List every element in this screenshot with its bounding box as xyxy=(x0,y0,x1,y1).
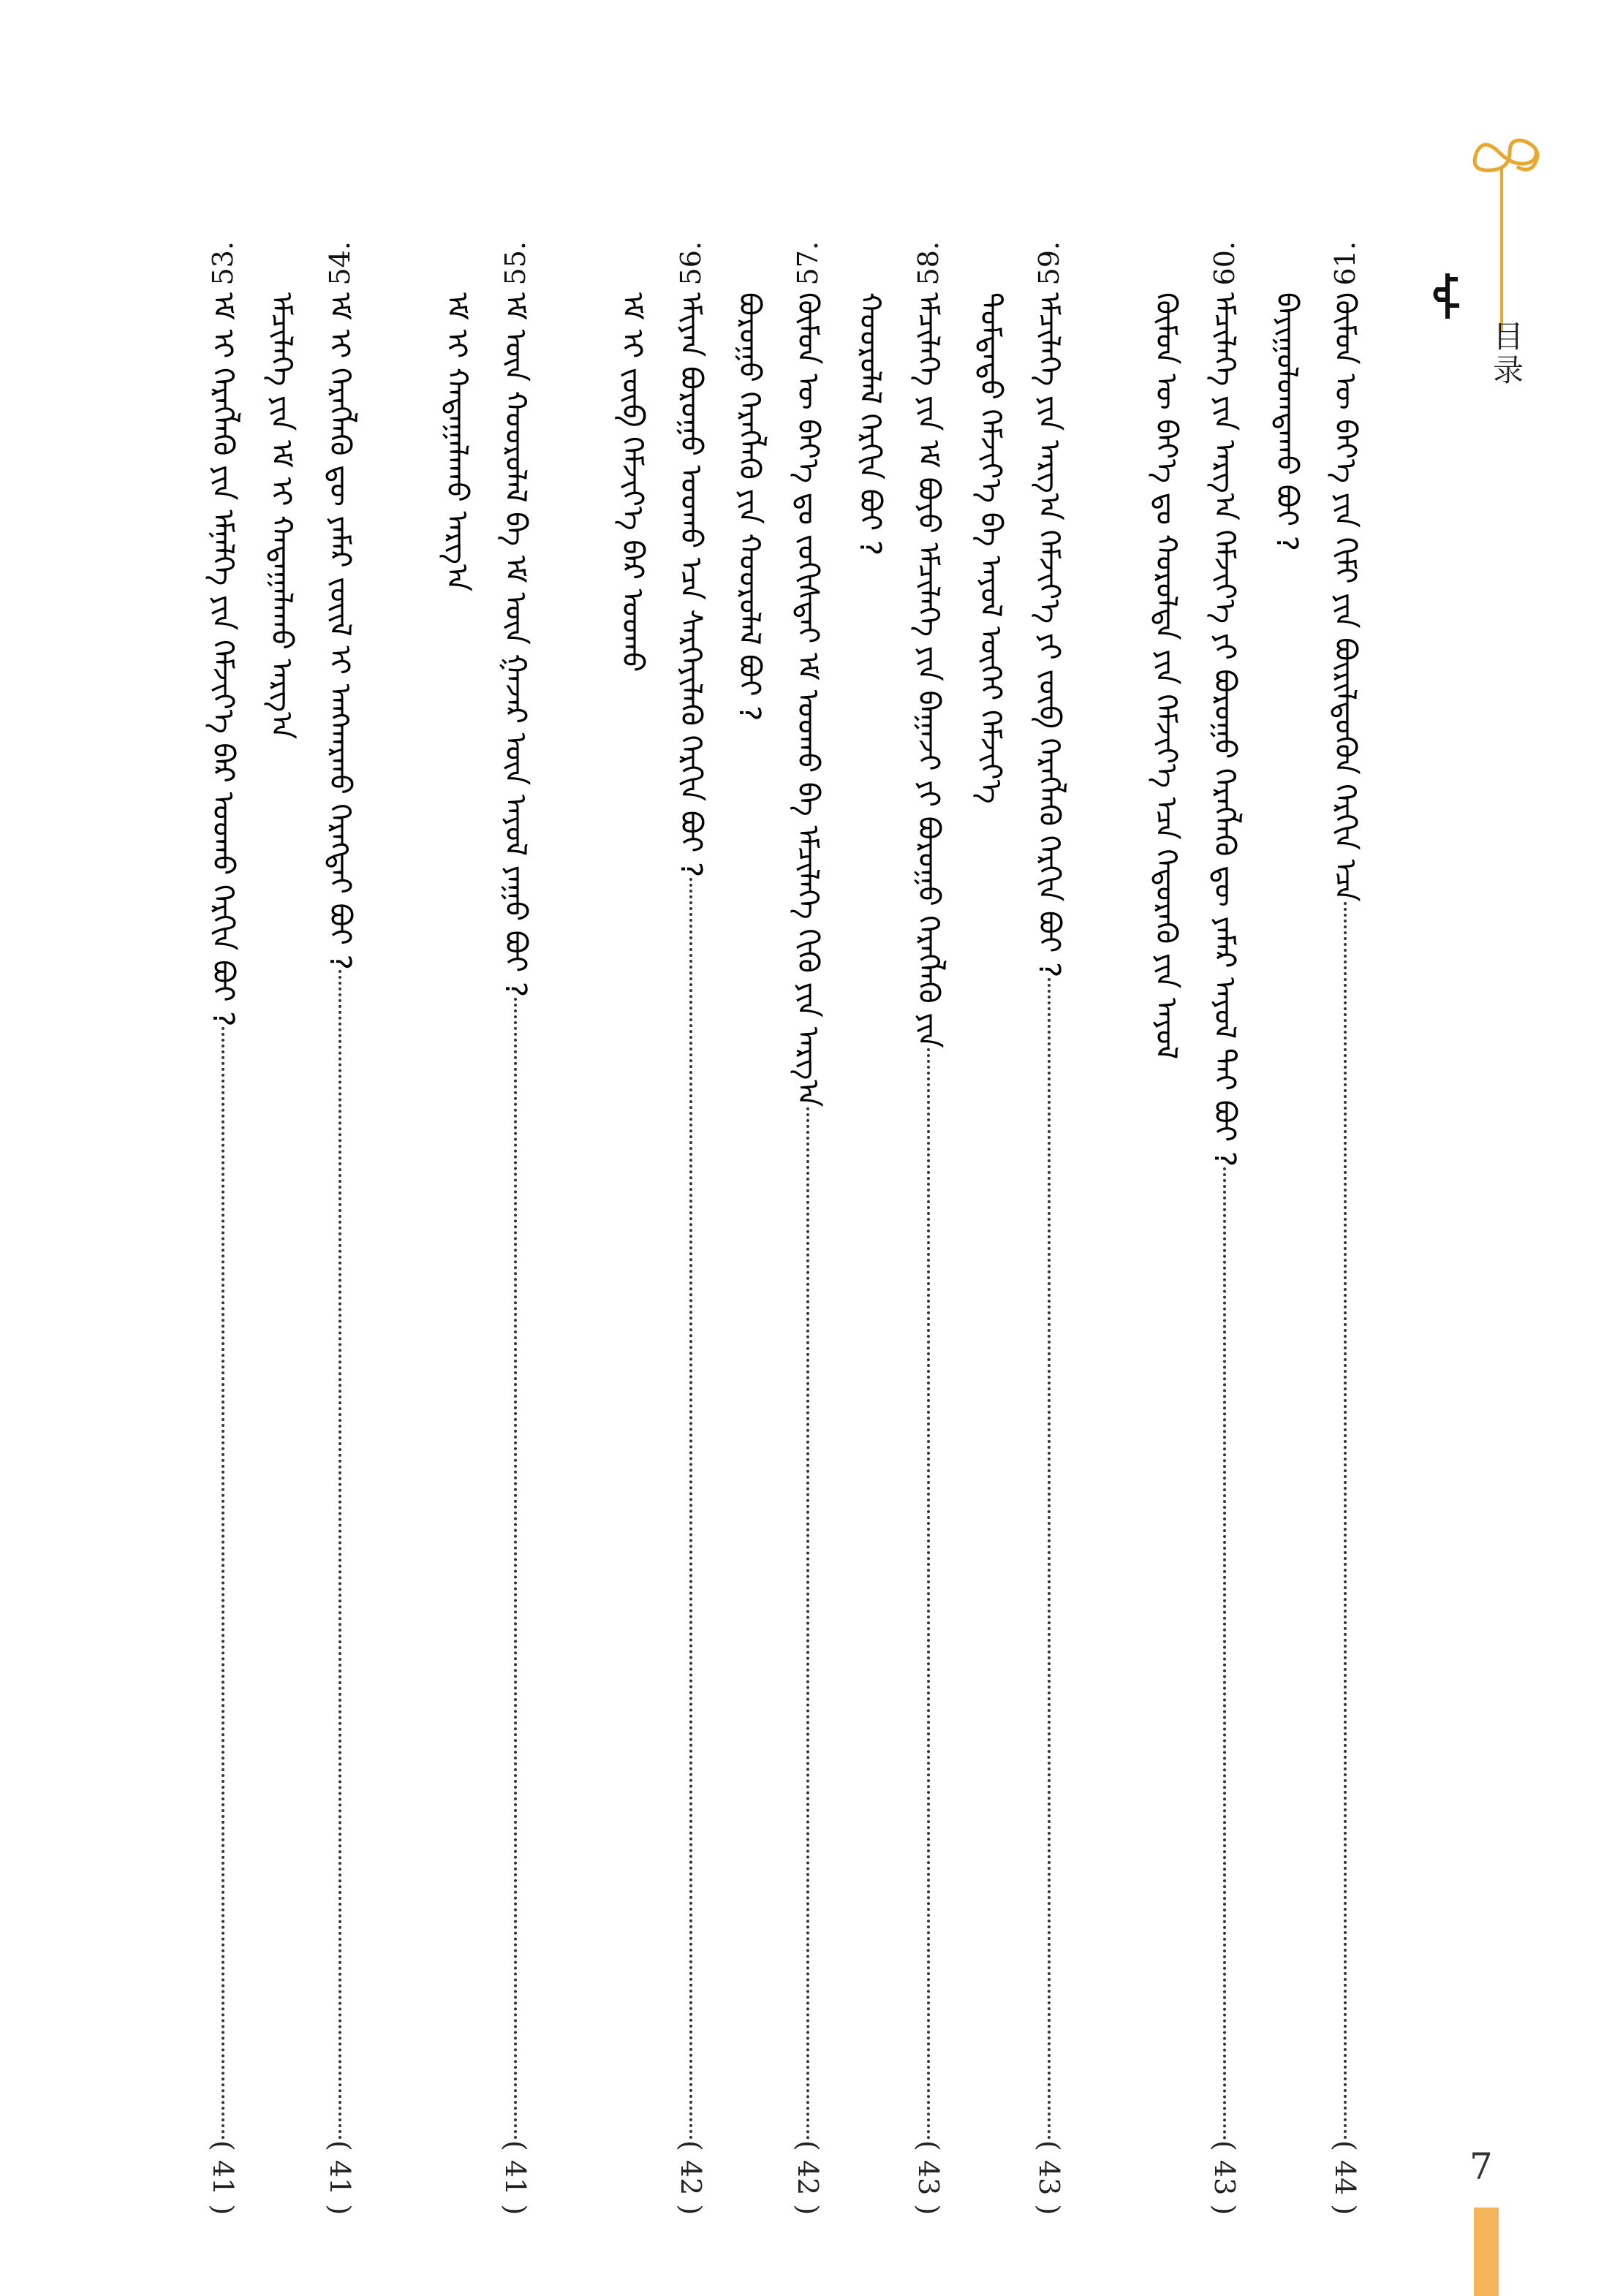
toc-entry-number: 55. xyxy=(499,241,531,286)
toc-entry-title: ᠬᠦᠮᠦᠨ ᠦ ᠪᠡᠶ᠎ᠡ ᠳᠤ ᠵᠣᠬᠢᠰᠲᠠᠢ ᠡᠮ ᠤᠤᠬᠤ ᠪᠠ ᠡᠮᠴᠢᠯᠡᠭᠡ ᠬᠢᠬᠦ ᠶᠢᠨ ᠠᠷᠭ᠎ᠠ xyxy=(791,292,825,1107)
page-number: 7 xyxy=(1469,2145,1493,2188)
toc-dot-leader xyxy=(1344,902,1347,2140)
toc-entry-title-line2: ᠡᠮ ᠢ ᠬᠠᠳᠠᠭᠠᠯᠠᠬᠤ ᠠᠷᠭ᠎ᠠ xyxy=(440,292,474,592)
toc-entry[interactable] xyxy=(493,241,537,2215)
toc-entry-title-line2: ᠪᠠᠶᠢᠭᠤᠯᠤᠭᠳᠠᠬᠤ ᠪᠤᠢ ? xyxy=(1270,292,1304,552)
toc-entry-number: 54. xyxy=(324,241,356,286)
toc-entry-title: ᠬᠦᠮᠦᠨ ᠦ ᠪᠡᠶ᠎ᠡ ᠶᠢᠨ ᠬᠢᠮᠢ ᠶᠢᠨ ᠪᠦᠷᠢᠯᠳᠦᠬᠦᠨ ᠬᠡᠷᠬᠢᠨ ᠡᠴᠡ xyxy=(1328,292,1362,902)
toc-entry-title: ᠡᠮ ᠢ ᠬᠡᠷᠡᠭᠯᠡᠬᠦ ᠳᠦ ᠶᠠᠮᠠᠷ ᠵᠦᠢᠯ ᠢ ᠠᠩᠬᠠᠷᠬᠤ ᠬᠡᠷᠡᠭᠲᠡᠢ ᠪᠤᠢ ? xyxy=(323,292,357,971)
toc-entry-title: ᠡᠮ ᠢ ᠬᠡᠷᠡᠭᠯᠡᠬᠦ ᠶᠢᠨ ᠡᠮᠨᠡᠯᠭᠡ ᠶᠢᠨ ᠬᠡᠮᠵᠢᠶ᠎ᠡ ᠪᠡᠷ ᠤᠤᠬᠤ ᠬᠡᠷᠬᠢᠨ ᠪᠤᠢ ? xyxy=(206,292,240,1027)
toc-entry-continuation xyxy=(1265,292,1309,1901)
toc-page-ref: ( 43 ) xyxy=(912,2140,945,2215)
toc-entry-number: 56. xyxy=(675,241,707,286)
toc-entry[interactable] xyxy=(318,241,362,2215)
toc-entry-number: 59. xyxy=(1033,241,1065,286)
toc-entry-continuation xyxy=(969,292,1013,1901)
toc-entry-title-line2: ᠬᠣᠣᠷᠤᠯᠠᠯ ᠬᠡᠷᠬᠢᠨ ᠪᠤᠢ ? xyxy=(853,292,887,556)
toc-entry-continuation xyxy=(1144,292,1188,1901)
toc-entry-continuation xyxy=(260,292,303,1901)
toc-entry-continuation xyxy=(848,292,892,1901)
toc-entry-number: 57. xyxy=(792,241,824,286)
page-tab-accent xyxy=(1474,2208,1499,2296)
toc-page-ref: ( 41 ) xyxy=(324,2140,356,2215)
toc-dot-leader xyxy=(927,1048,930,2140)
toc-page-ref: ( 43 ) xyxy=(1208,2140,1241,2215)
toc-dot-leader xyxy=(338,970,341,2140)
toc-entry-continuation xyxy=(727,292,771,1901)
toc-entry-title-line2: ᠪᠤᠷᠤᠭᠤ ᠬᠡᠷᠡᠭᠯᠡᠬᠦ ᠶᠢᠨ ᠬᠣᠣᠷᠤᠯᠠᠯ ᠪᠤᠢ ? xyxy=(733,292,766,721)
toc-entry-number: 58. xyxy=(912,241,945,286)
toc-dot-leader xyxy=(1223,1167,1226,2140)
toc-entry-title-line2: ᠡᠮᠴᠢᠯᠡᠭᠡ ᠶᠢᠨ ᠡᠮ ᠢ ᠬᠠᠳᠠᠭᠠᠯᠠᠬᠤ ᠠᠷᠭ᠎ᠠ xyxy=(265,292,298,740)
toc-entry[interactable] xyxy=(907,241,950,2215)
toc-dot-leader xyxy=(1048,978,1051,2140)
toc-dot-leader xyxy=(806,1107,809,2140)
toc-entry-continuation xyxy=(610,292,654,1901)
toc-entry-title: ᠡᠮᠴᠢᠯᠡᠭᠡ ᠶᠢᠨ ᠡᠮ ᠪᠤᠶᠤ ᠡᠮᠴᠢᠯᠡᠭᠡ ᠶᠢᠨ ᠪᠠᠭᠠᠵᠢ ᠶᠢ ᠪᠤᠷᠤᠭᠤ ᠬᠡᠷᠡᠭᠯᠡᠬᠦ ᠶᠢᠨ xyxy=(912,292,945,1049)
toc-entry[interactable] xyxy=(669,241,713,2215)
toc-entry-number: 60. xyxy=(1208,241,1241,286)
page-title: 目录 xyxy=(1488,320,1524,387)
toc-entry-title: ᠡᠮᠴᠢᠯᠡᠭᠡ ᠶᠢᠨ ᠠᠷᠭ᠎ᠠ ᠬᠡᠮᠵᠢᠶ᠎ᠡ ᠶᠢ ᠵᠥᠪ ᠬᠡᠷᠡᠭᠯᠡᠬᠦ ᠬᠡᠷᠬᠢᠨ ᠪᠤᠢ ? xyxy=(1032,292,1066,978)
toc-entry[interactable] xyxy=(201,241,245,2215)
toc-entry[interactable] xyxy=(1203,241,1246,2215)
toc-entry-title-line2: ᠬᠦᠮᠦᠨ ᠦ ᠪᠡᠶ᠎ᠡ ᠳᠤ ᠬᠤᠷᠤᠯᠲᠠ ᠶᠢᠨ ᠬᠡᠮᠵᠢᠶ᠎ᠡ ᠡᠴᠡ ᠬᠡᠲᠦᠷᠡᠬᠦ ᠶᠢᠨ ᠠᠶᠤᠯ xyxy=(1149,292,1183,1060)
toc-page-ref: ( 41 ) xyxy=(207,2140,239,2215)
toc-entry-title: ᠡᠮᠴᠢᠯᠡᠭᠡ ᠶᠢᠨ ᠠᠷᠭ᠎ᠠ ᠬᠡᠮᠵᠢᠶ᠎ᠡ ᠶᠢ ᠪᠤᠷᠤᠭᠤ ᠬᠡᠷᠡᠭᠯᠡᠬᠦ ᠳᠦ ᠶᠠᠮᠠᠷ ᠠᠶᠤᠯ ᠲᠠᠢ ᠪᠤᠢ ? xyxy=(1208,292,1241,1167)
toc-entry-title: ᠡᠮᠢᠶᠡᠨ ᠪᠤᠷᠤᠭᠤ ᠤᠤᠬᠤ ᠡᠴᠡ ᠰᠡᠷᠭᠡᠶᠢᠯᠡᠬᠦ ᠬᠡᠷᠬᠢᠨ ᠪᠤᠢ ? xyxy=(674,292,708,878)
toc-page-ref: ( 41 ) xyxy=(499,2140,531,2215)
toc-dot-leader xyxy=(689,878,692,2140)
toc-entry-title: ᠡᠮ ᠦᠨ ᠬᠣᠣᠷᠤᠯᠠᠯ ᠪᠠ ᠡᠮ ᠦᠨ ᠭᠠᠵᠠᠷ ᠦᠨ ᠠᠶᠤᠯ ᠶᠠᠭᠤ ᠪᠤᠢ ? xyxy=(499,292,532,998)
section-label-mongol-icon xyxy=(1431,272,1464,320)
toc-page-ref: ( 43 ) xyxy=(1033,2140,1065,2215)
toc-entry-title-line2: ᠡᠮ ᠢ ᠵᠥᠪ ᠬᠡᠮᠵᠢᠶ᠎ᠡ ᠪᠡᠷ ᠤᠤᠬᠤ xyxy=(616,292,649,672)
toc-entry[interactable] xyxy=(1027,241,1071,2215)
toc-entry-number: 61. xyxy=(1329,241,1361,286)
toc-dot-leader xyxy=(514,998,517,2140)
toc-entry[interactable] xyxy=(786,241,830,2215)
toc-entry-number: 53. xyxy=(207,241,239,286)
toc-entry[interactable] xyxy=(1323,241,1367,2215)
toc-entry-title-line2: ᠳᠤᠮᠳᠠᠳᠤ ᠬᠡᠮᠵᠢᠶ᠎ᠡ ᠪᠠ ᠠᠶᠤᠯ ᠦᠭᠡᠢ ᠬᠡᠮᠵᠢᠶ᠎ᠡ xyxy=(974,292,1007,804)
toc-page-ref: ( 44 ) xyxy=(1329,2140,1361,2215)
toc-page-ref: ( 42 ) xyxy=(792,2140,824,2215)
toc-entry-continuation xyxy=(435,292,479,1901)
toc-dot-leader xyxy=(222,1027,224,2140)
toc-page-ref: ( 42 ) xyxy=(675,2140,707,2215)
